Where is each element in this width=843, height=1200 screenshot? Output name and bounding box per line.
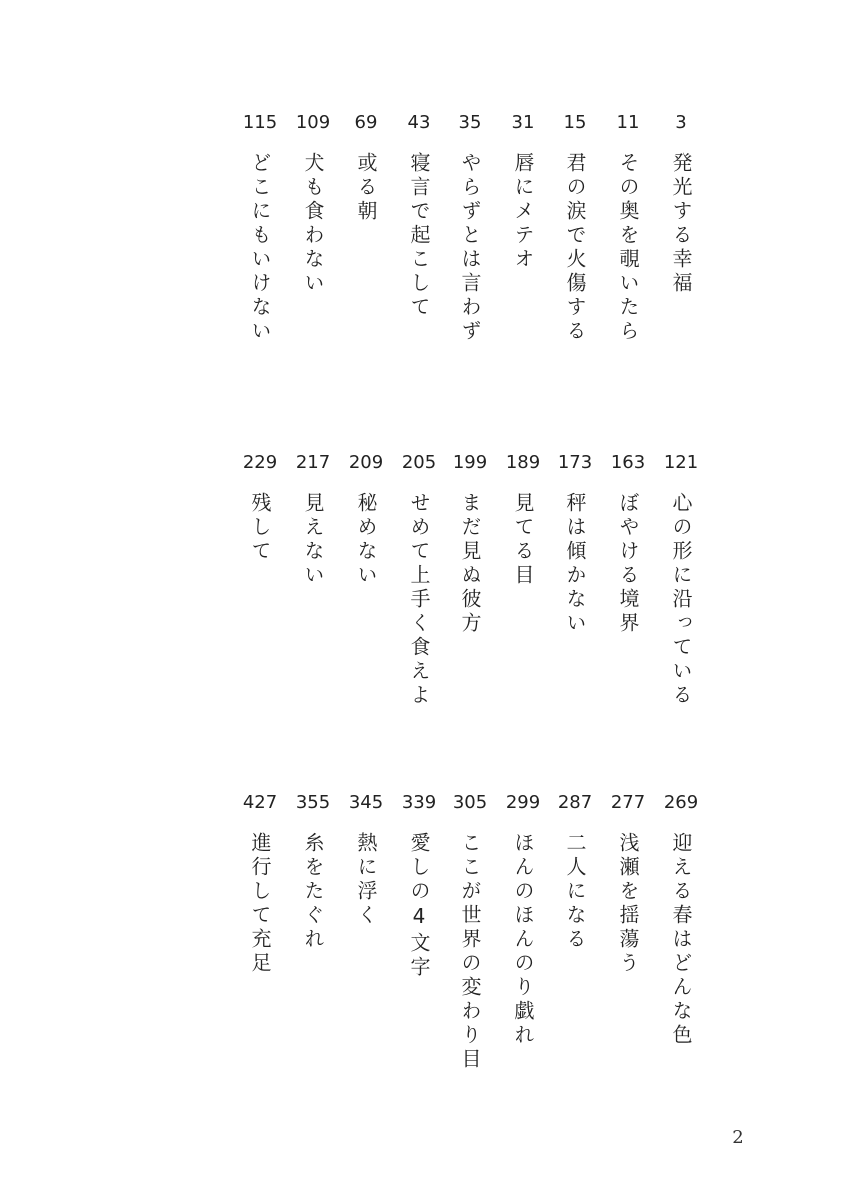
toc-chapter-title: 進行して充足 (248, 832, 272, 976)
toc-chapter-title: 二人になる (563, 832, 587, 952)
toc-page-number: 11 (616, 112, 640, 133)
toc-chapter-title: 見えない (301, 492, 325, 588)
toc-chapter-title: 発光する幸福 (669, 152, 693, 296)
toc-page-number: 69 (354, 112, 378, 133)
toc-page-number: 35 (458, 112, 482, 133)
toc-page-number: 43 (407, 112, 431, 133)
toc-page-number: 345 (348, 792, 384, 813)
toc-entry (651, 452, 711, 708)
toc-entry (598, 452, 658, 636)
toc-page-number: 173 (557, 452, 593, 473)
toc-page-number: 115 (242, 112, 278, 133)
toc-chapter-title: やらずとは言わず (458, 152, 482, 344)
toc-chapter-title: ここが世界の変わり目 (458, 832, 482, 1072)
toc-entry (389, 792, 449, 980)
toc-chapter-title: 残して (248, 492, 272, 564)
toc-entry (336, 112, 396, 224)
toc-chapter-title: 君の涙で火傷する (563, 152, 587, 344)
toc-page-number: 287 (557, 792, 593, 813)
toc-page-number: 339 (401, 792, 437, 813)
toc-page-number: 427 (242, 792, 278, 813)
toc-entry (283, 112, 343, 296)
toc-chapter-title: 秤は傾かない (563, 492, 587, 636)
toc-entry (651, 112, 711, 296)
toc-entry (493, 452, 553, 588)
toc-entry (598, 792, 658, 976)
toc-entry (230, 452, 290, 564)
toc-page-number: 355 (295, 792, 331, 813)
toc-page-number: 3 (675, 112, 687, 133)
toc-page-number: 209 (348, 452, 384, 473)
toc-chapter-title: 糸をたぐれ (301, 832, 325, 952)
toc-entry (389, 452, 449, 708)
toc-chapter-title: 唇にメテオ (511, 152, 535, 272)
toc-entry (598, 112, 658, 344)
toc-page-number: 299 (505, 792, 541, 813)
toc-entry (283, 792, 343, 952)
toc-entry (440, 112, 500, 344)
toc-chapter-title: ぼやける境界 (616, 492, 640, 636)
toc-entry (493, 792, 553, 1048)
toc-chapter-title: その奥を覗いたら (616, 152, 640, 344)
toc-entry (545, 452, 605, 636)
toc-page-number: 305 (452, 792, 488, 813)
toc-page-number: 15 (563, 112, 587, 133)
toc-chapter-title: 心の形に沿っている (669, 492, 693, 708)
toc-page-number: 217 (295, 452, 331, 473)
toc-page-number: 163 (610, 452, 646, 473)
toc-chapter-title: まだ見ぬ彼方 (458, 492, 482, 636)
folio-page-number: 2 (732, 1127, 744, 1148)
toc-page-number: 189 (505, 452, 541, 473)
toc-chapter-title: 浅瀬を揺蕩う (616, 832, 640, 976)
toc-entry (545, 112, 605, 344)
toc-entry (440, 792, 500, 1072)
toc-chapter-title: ほんのほんのり戯れ (511, 832, 535, 1048)
toc-page-number: 109 (295, 112, 331, 133)
toc-page-number: 277 (610, 792, 646, 813)
toc-entry (440, 452, 500, 636)
toc-chapter-title: 愛しの4文字 (407, 832, 431, 980)
toc-page-number: 229 (242, 452, 278, 473)
toc-chapter-title: せめて上手く食えよ (407, 492, 431, 708)
toc-chapter-title: 見てる目 (511, 492, 535, 588)
toc-page-number: 205 (401, 452, 437, 473)
toc-page-number: 31 (511, 112, 535, 133)
toc-entry (336, 452, 396, 588)
toc-entry (545, 792, 605, 952)
toc-entry (651, 792, 711, 1048)
toc-page-number: 199 (452, 452, 488, 473)
toc-entry (230, 792, 290, 976)
toc-chapter-title: 熱に浮く (354, 832, 378, 928)
toc-entry (230, 112, 290, 344)
toc-chapter-title: 或る朝 (354, 152, 378, 224)
toc-page-number: 121 (663, 452, 699, 473)
toc-chapter-title: 寝言で起こして (407, 152, 431, 320)
toc-entry (389, 112, 449, 320)
toc-chapter-title: どこにもいけない (248, 152, 272, 344)
toc-entry (283, 452, 343, 588)
toc-entry (336, 792, 396, 928)
toc-page-number: 269 (663, 792, 699, 813)
toc-chapter-title: 迎える春はどんな色 (669, 832, 693, 1048)
toc-chapter-title: 秘めない (354, 492, 378, 588)
toc-chapter-title: 犬も食わない (301, 152, 325, 296)
toc-entry (493, 112, 553, 272)
